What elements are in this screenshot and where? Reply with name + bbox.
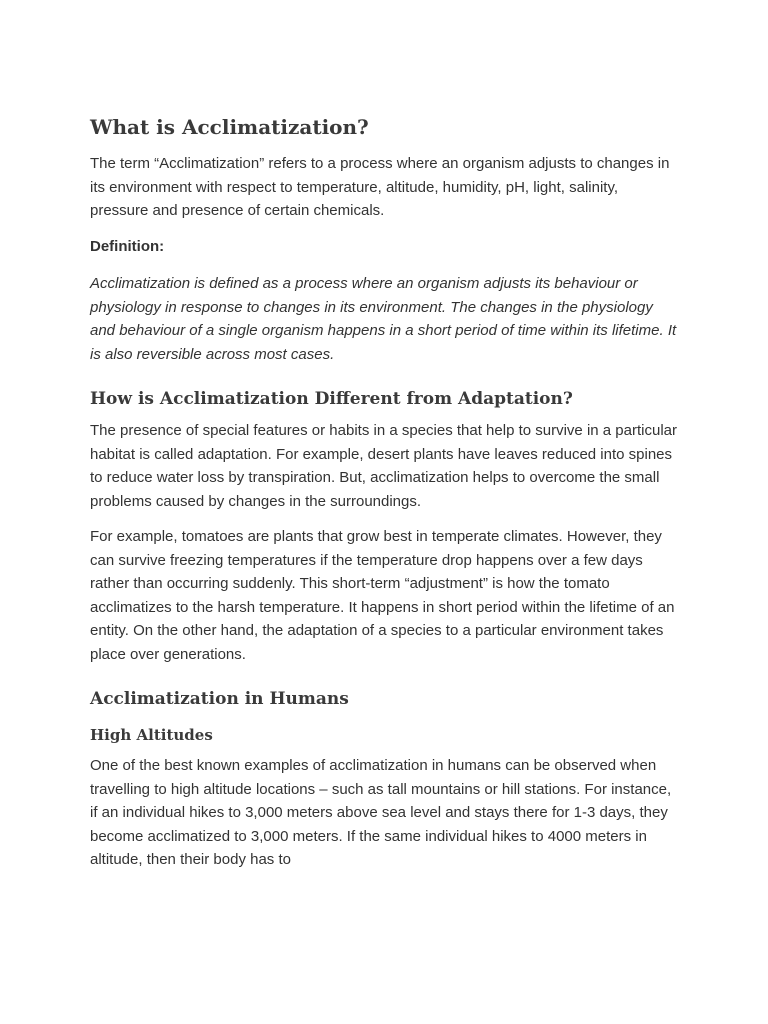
subheading-high-altitudes: High Altitudes xyxy=(90,726,213,744)
difference-paragraph-2: For example, tomatoes are plants that grow best in temperate climates. However, they can survive freezing temperatures if the temperature drop happens over a few days rather than occurring suddenly. This short-term “adjustment” is how the tomato acclimatizes to the harsh temperature. It happens in short period within the lifetime of an entity. On the other hand, the adaptation of a species to a particular environment takes place over generations. xyxy=(90,528,675,663)
intro-paragraph: The term “Acclimatization” refers to a process where an organism adjusts to changes in its environment with respect to temperature, altitude, humidity, pH, light, salinity, pressure and presence of certain chemicals. xyxy=(90,155,670,219)
section-heading-humans: Acclimatization in Humans xyxy=(90,689,349,709)
difference-paragraph-1: The presence of special features or habits in a species that help to survive in a particular habitat is called adaptation. For example, desert plants have leaves reduced into spines to reduce water loss by transpiration. But, acclimatization helps to overcome the small problems caused by changes in the surroundings. xyxy=(90,422,677,510)
page-title: What is Acclimatization? xyxy=(90,115,369,139)
section-heading-difference: How is Acclimatization Different from Adaptation? xyxy=(90,389,573,409)
definition-label: Definition: xyxy=(90,237,165,255)
article-page xyxy=(90,112,680,884)
definition-text: Acclimatization is defined as a process where an organism adjusts its behaviour or physiology in response to changes in its environment. The changes in the physiology and behaviour of a single organism happens in a short period of time within its lifetime. It is also reversible across most cases. xyxy=(90,275,677,363)
humans-paragraph-1: One of the best known examples of acclimatization in humans can be observed when travelling to high altitude locations – such as tall mountains or hill stations. For instance, if an individual hikes to 3,000 meters above sea level and stays there for 1-3 days, they become acclimatized to 3,000 meters. If the same individual hikes to 4000 meters in altitude, then their body has to xyxy=(90,757,672,868)
